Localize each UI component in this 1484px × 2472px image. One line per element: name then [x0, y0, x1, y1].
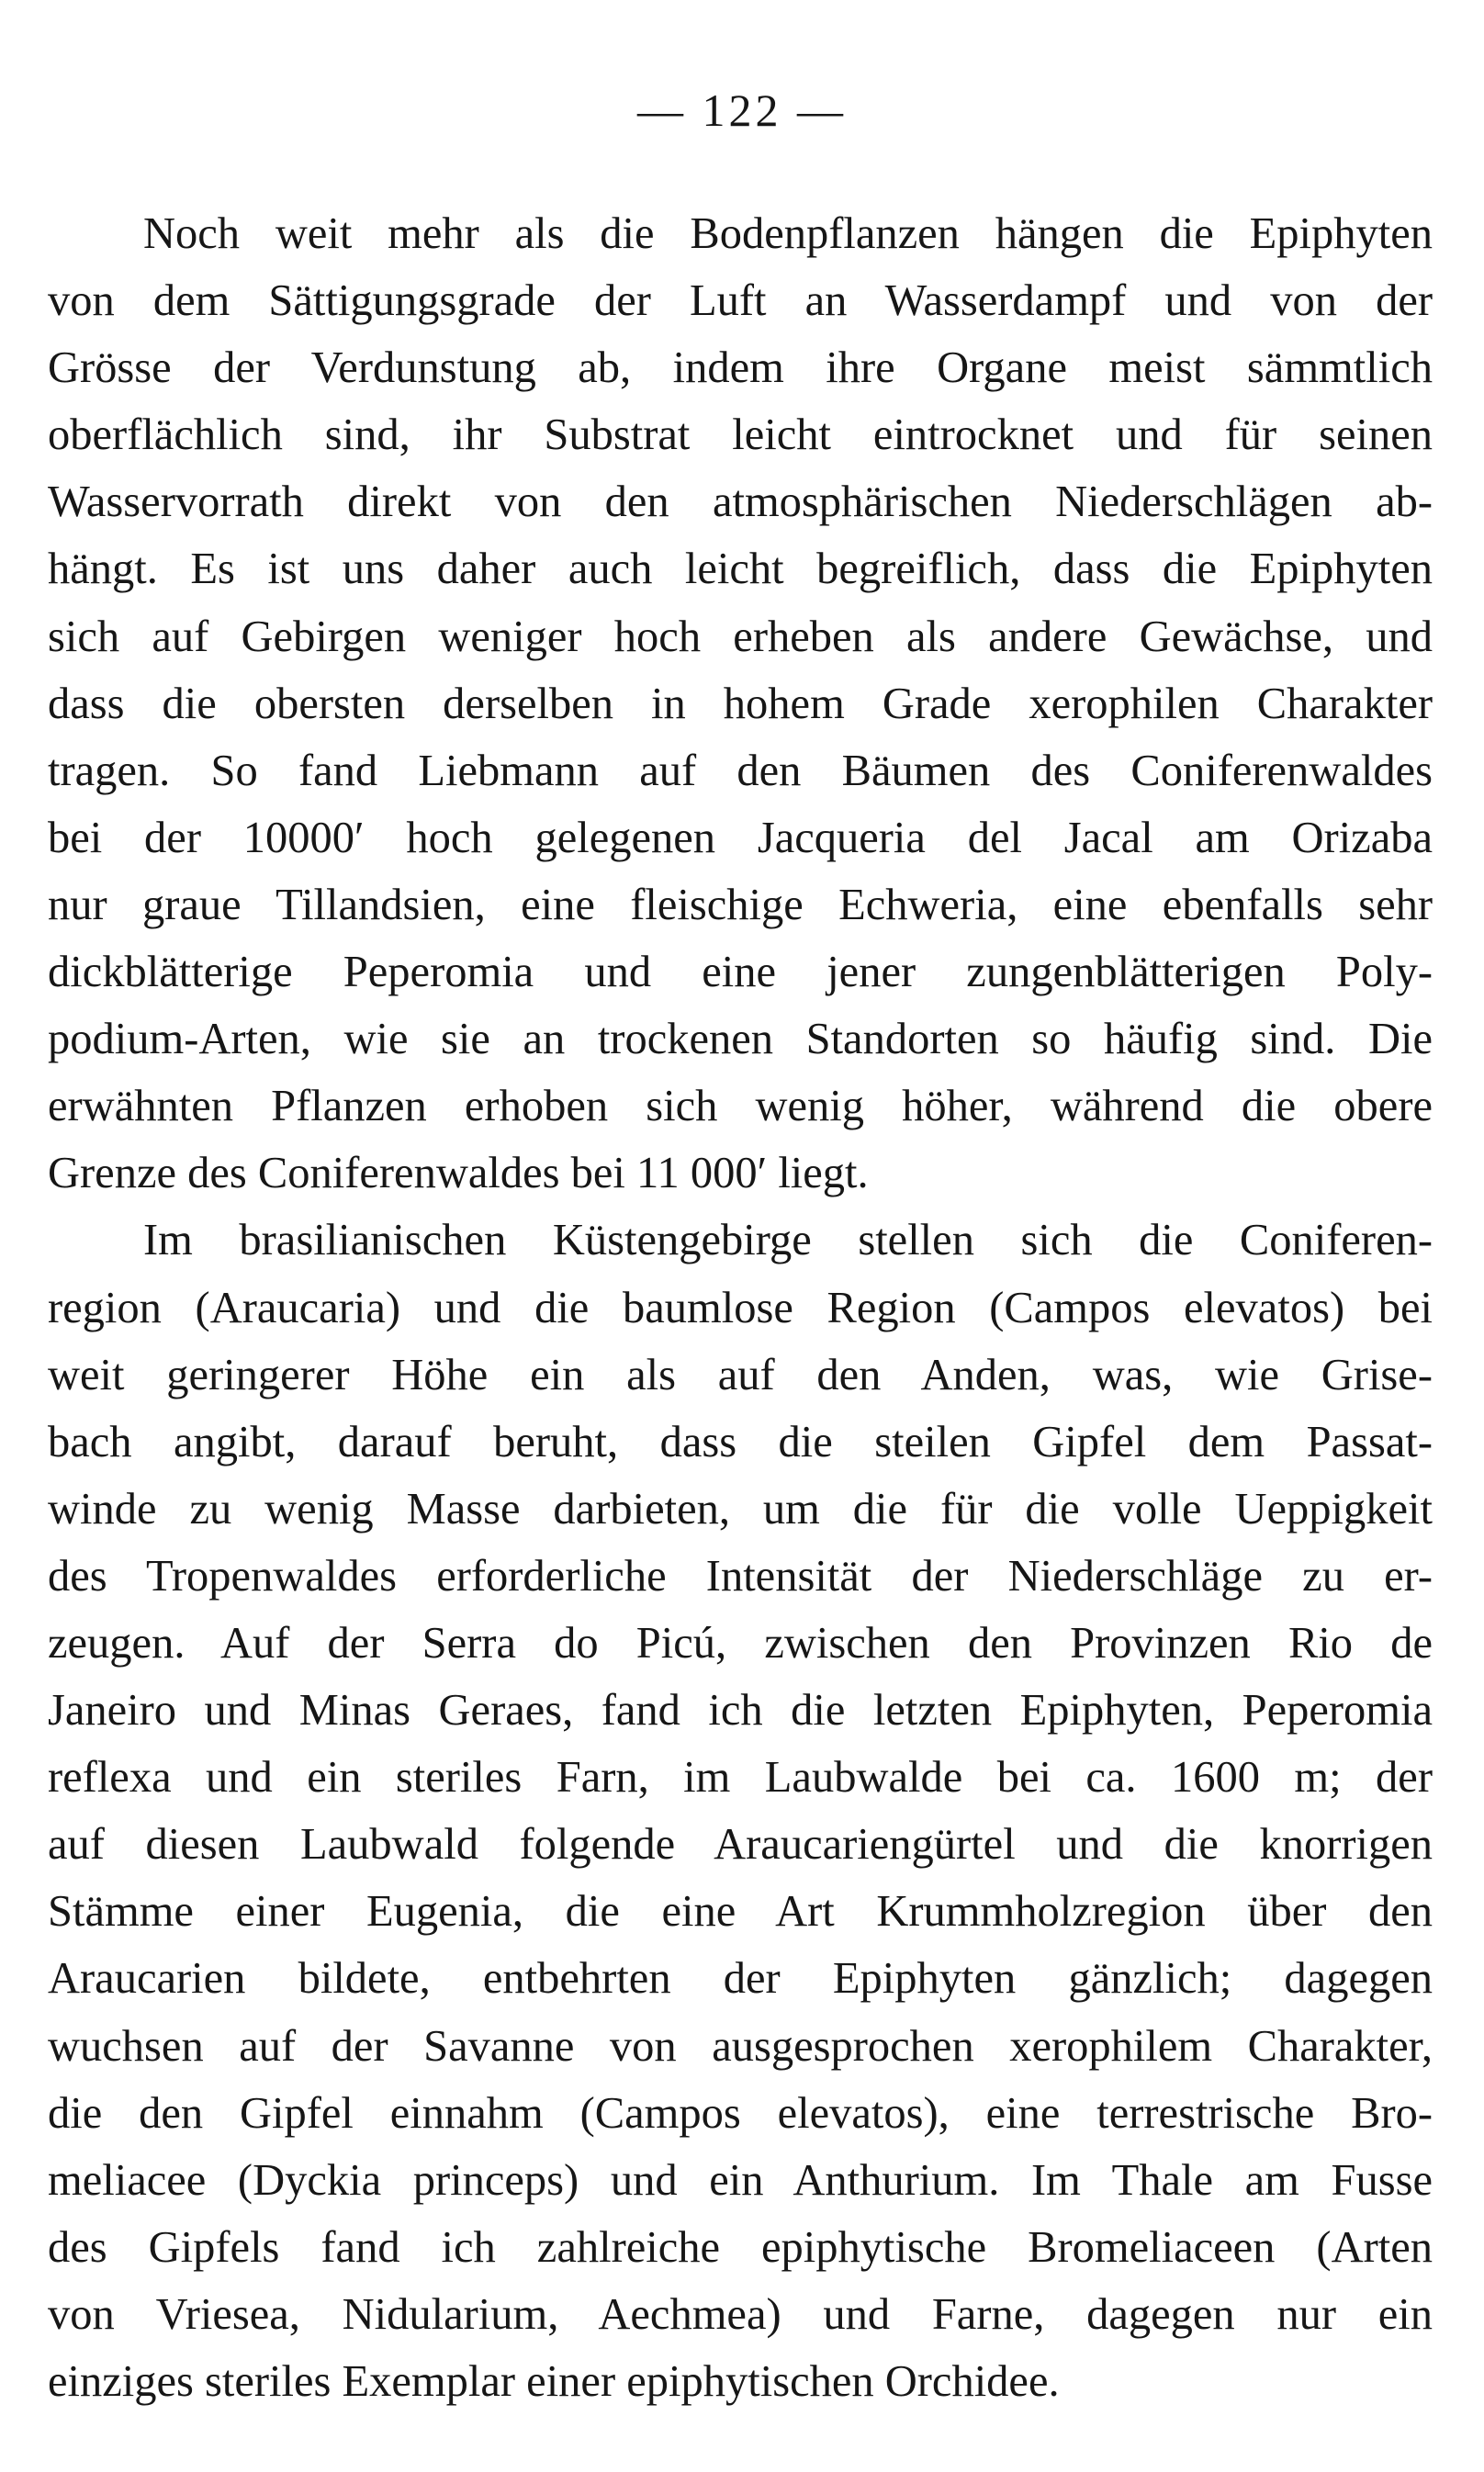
text-line: Grösse der Verdunstung ab, indem ihre Organe meist sämmtlich [48, 343, 1433, 393]
text-line: podium-Arten, wie sie an trockenen Standorten so häufig sind. Die [48, 1015, 1433, 1064]
text-line: einziges steriles Exemplar einer epiphytischen Orchidee. [48, 2357, 1060, 2406]
text-line: bach angibt, darauf beruht, dass die steilen Gipfel dem Passat- [48, 1417, 1433, 1466]
text-line: wuchsen auf der Savanne von ausgesprochen xerophilem Charakter, [48, 2021, 1433, 2071]
text-line: Stämme einer Eugenia, die eine Art Krummholzregion über den [48, 1887, 1433, 1937]
body-text [48, 200, 1433, 2415]
text-line: Grenze des Coniferenwaldes bei 11 000′ liegt. [48, 1149, 869, 1198]
text-line: tragen. So fand Liebmann auf den Bäumen des Coniferenwaldes [48, 746, 1433, 795]
text-line: erwähnten Pflanzen erhoben sich wenig höher, während die obere [48, 1082, 1433, 1131]
text-line: winde zu wenig Masse darbieten, um die für die volle Ueppigkeit [48, 1484, 1433, 1534]
text-line: Noch weit mehr als die Bodenpflanzen hängen die Epiphyten [143, 209, 1433, 258]
paragraph-brazilian-mountains [48, 1207, 1433, 2415]
text-line: auf diesen Laubwald folgende Araucariengürtel und die knorrigen [48, 1820, 1433, 1870]
text-line: nur graue Tillandsien, eine fleischige Echweria, eine ebenfalls sehr [48, 880, 1433, 929]
page-number: — 122 — [637, 84, 847, 136]
text-line: oberflächlich sind, ihr Substrat leicht eintrocknet und für seinen [48, 410, 1433, 460]
text-line: dickblätterige Peperomia und eine jener zungenblätterigen Poly- [48, 948, 1433, 997]
text-line: bei der 10000′ hoch gelegenen Jacqueria del Jacal am Orizaba [48, 813, 1433, 862]
text-line: von dem Sättigungsgrade der Luft an Wasserdampf und von der [48, 276, 1433, 326]
text-line: sich auf Gebirgen weniger hoch erheben als andere Gewächse, und [48, 612, 1433, 661]
text-line: Janeiro und Minas Geraes, fand ich die letzten Epiphyten, Peperomia [48, 1686, 1433, 1736]
text-line: meliacee (Dyckia princeps) und ein Anthurium. Im Thale am Fusse [48, 2155, 1433, 2205]
text-line: weit geringerer Höhe ein als auf den Anden, was, wie Grise- [48, 1350, 1433, 1399]
text-line: Im brasilianischen Küstengebirge stellen sich die Coniferen- [143, 1216, 1433, 1265]
text-line: dass die obersten derselben in hohem Grade xerophilen Charakter [48, 679, 1433, 728]
text-line: des Gipfels fand ich zahlreiche epiphytische Bromeliaceen (Arten [48, 2222, 1433, 2272]
text-line: Wasservorrath direkt von den atmosphärischen Niederschlägen ab- [48, 478, 1433, 527]
text-line: region (Araucaria) und die baumlose Region (Campos elevatos) bei [48, 1283, 1433, 1332]
text-line: zeugen. Auf der Serra do Picú, zwischen den Provinzen Rio de [48, 1618, 1433, 1668]
text-line: des Tropenwaldes erforderliche Intensität der Niederschläge zu er- [48, 1551, 1433, 1601]
text-line: Araucarien bildete, entbehrten der Epiphyten gänzlich; dagegen [48, 1954, 1433, 2004]
text-line: reflexa und ein steriles Farn, im Laubwalde bei ca. 1600 m; der [48, 1753, 1433, 1803]
text-line: von Vriesea, Nidularium, Aechmea) und Farne, dagegen nur ein [48, 2289, 1433, 2339]
text-line: hängt. Es ist uns daher auch leicht begreiflich, dass die Epiphyten [48, 545, 1433, 594]
paragraph-epiphyten-humidity [48, 200, 1433, 1207]
text-line: die den Gipfel einnahm (Campos elevatos), eine terrestrische Bro- [48, 2088, 1433, 2138]
